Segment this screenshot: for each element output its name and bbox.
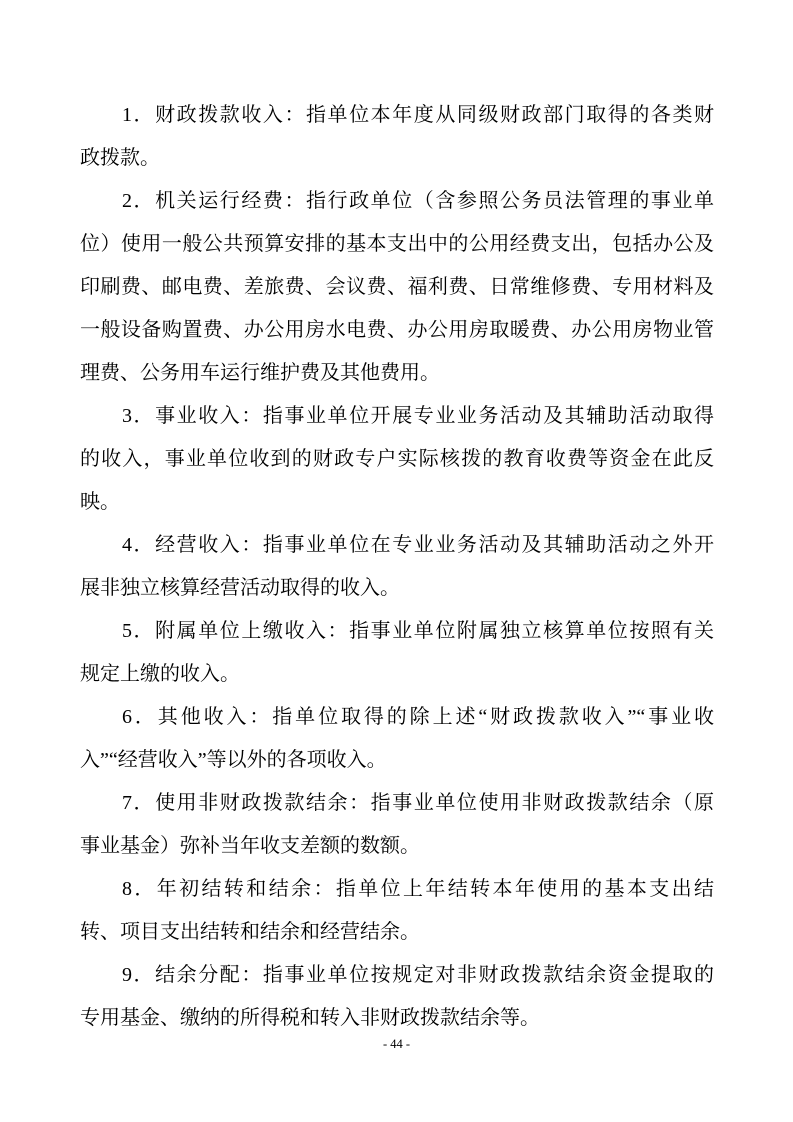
paragraph-line: 映。 <box>80 491 120 513</box>
paragraph-line: 位）使用一般公共预算安排的基本支出中的公用经费支出，包括办公及 <box>80 233 714 255</box>
paragraph-line: 4．经营收入：指事业单位在专业业务活动及其辅助活动之外开 <box>122 534 714 556</box>
paragraph <box>80 610 714 696</box>
paragraph <box>80 395 714 524</box>
paragraph <box>80 782 714 868</box>
paragraph-line: 2．机关运行经费：指行政单位（含参照公务员法管理的事业单 <box>122 190 714 212</box>
paragraph-line: 8．年初结转和结余：指单位上年结转本年使用的基本支出结 <box>122 878 714 900</box>
page-footer <box>0 1035 793 1053</box>
paragraph-line: 6．其他收入：指单位取得的除上述“财政拨款收入”“事业收 <box>122 706 714 728</box>
paragraph <box>80 524 714 610</box>
paragraph <box>80 696 714 782</box>
paragraph-line: 一般设备购置费、办公用房水电费、办公用房取暖费、办公用房物业管 <box>80 319 714 341</box>
paragraph-line: 5．附属单位上缴收入：指事业单位附属独立核算单位按照有关 <box>122 620 714 642</box>
paragraph-line: 转、项目支出结转和结余和经营结余。 <box>80 921 420 943</box>
paragraph-line: 7．使用非财政拨款结余：指事业单位使用非财政拨款结余（原 <box>122 792 714 814</box>
paragraph-line: 事业基金）弥补当年收支差额的数额。 <box>80 835 420 857</box>
paragraph-line: 展非独立核算经营活动取得的收入。 <box>80 577 400 599</box>
paragraph <box>80 868 714 954</box>
paragraph-line: 的收入，事业单位收到的财政专户实际核拨的教育收费等资金在此反 <box>80 448 714 470</box>
paragraph-line: 印刷费、邮电费、差旅费、会议费、福利费、日常维修费、专用材料及 <box>80 276 714 298</box>
paragraph <box>80 180 714 395</box>
paragraph-line: 政拨款。 <box>80 147 160 169</box>
paragraph-line: 3．事业收入：指事业单位开展专业业务活动及其辅助活动取得 <box>122 405 714 427</box>
paragraph-line: 规定上缴的收入。 <box>80 663 240 685</box>
paragraph-line: 理费、公务用车运行维护费及其他费用。 <box>80 362 440 384</box>
paragraph-line: 1．财政拨款收入：指单位本年度从同级财政部门取得的各类财 <box>122 104 714 126</box>
paragraph-line: 入”“经营收入”等以外的各项收入。 <box>80 749 387 771</box>
page-number: - 44 - <box>382 1037 411 1051</box>
paragraph-line: 专用基金、缴纳的所得税和转入非财政拨款结余等。 <box>80 1007 540 1029</box>
paragraph-line: 9．结余分配：指事业单位按规定对非财政拨款结余资金提取的 <box>122 964 714 986</box>
document-body <box>80 94 714 1040</box>
paragraph <box>80 954 714 1040</box>
paragraph <box>80 94 714 180</box>
